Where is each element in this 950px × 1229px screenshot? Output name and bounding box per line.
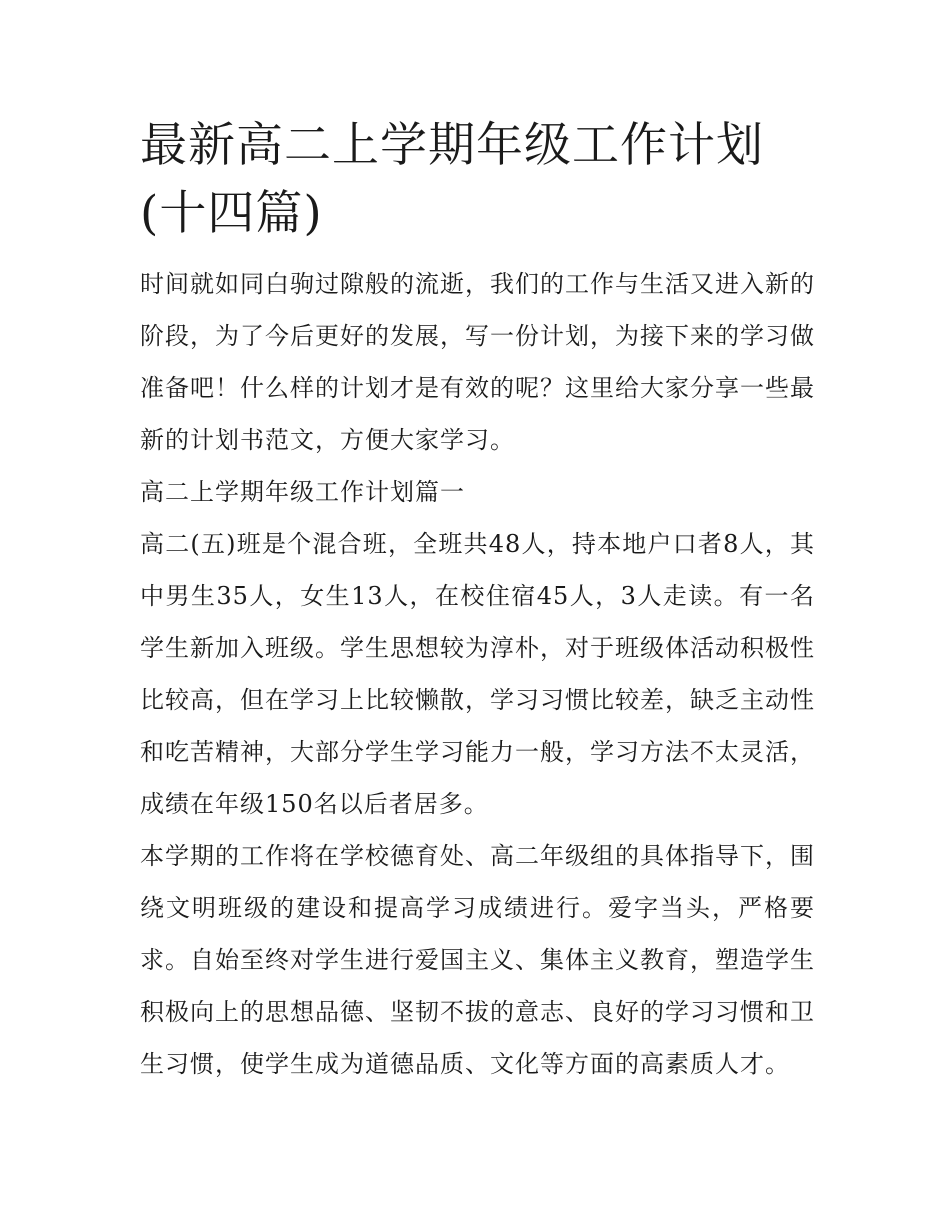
semester-goals-paragraph: 本学期的工作将在学校德育处、高二年级组的具体指导下，围绕文明班级的建设和提高学习成绩进行。爱字当头，严格要求。自始至终对学生进行爱国主义、集体主义教育，塑造学生积极向上的思想品德、坚韧不拔的意志、良好的学习习惯和卫生习惯，使学生成为道德品质、文化等方面的高素质人才。 xyxy=(140,842,815,1078)
title-spacer xyxy=(140,248,815,258)
document-body xyxy=(140,112,815,1090)
section-heading: 高二上学期年级工作计划篇一 xyxy=(140,478,465,506)
class-overview-paragraph: 高二(五)班是个混合班，全班共48人，持本地户口者8人，其中男生35人，女生13人，在校住宿45人，3人走读。有一名学生新加入班级。学生思想较为淳朴，对于班级体活动积极性比较高，但在学习上比较懒散，学习习惯比较差，缺乏主动性和吃苦精神，大部分学生学习能力一般，学习方法不太灵活，成绩在年级150名以后者居多。 xyxy=(140,530,815,818)
document-title: 最新高二上学期年级工作计划(十四篇) xyxy=(140,118,764,241)
intro-paragraph: 时间就如同白驹过隙般的流逝，我们的工作与生活又进入新的阶段，为了今后更好的发展，写一份计划，为接下来的学习做准备吧！什么样的计划才是有效的呢？这里给大家分享一些最新的计划书范文，方便大家学习。 xyxy=(140,270,815,454)
